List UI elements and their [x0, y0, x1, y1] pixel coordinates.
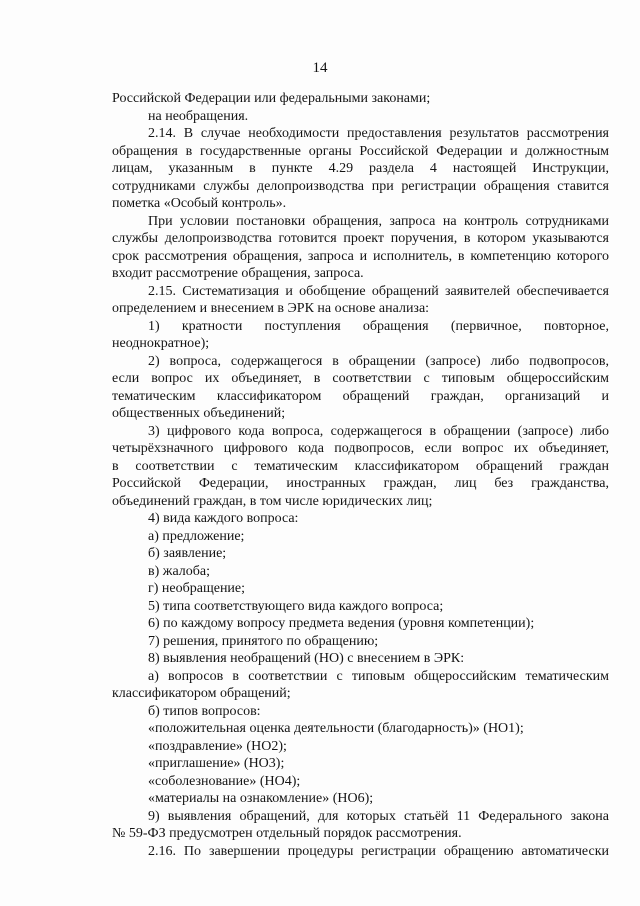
text-line: обращения в государственные органы Российской Федерации и должностным — [112, 143, 609, 159]
text-line: 1) кратности поступления обращения (первичное, повторное, — [148, 318, 609, 334]
text-line: Российской Федерации, иностранных граждан, лиц без гражданства, — [112, 476, 609, 491]
text-line: а) предложение; — [148, 528, 245, 544]
text-line: 4) вида каждого вопроса: — [148, 511, 299, 526]
text-line: № 59-ФЗ предусмотрен отдельный порядок рассмотрения. — [112, 826, 462, 841]
text-line: 6) по каждому вопросу предмета ведения (уровня компетенции); — [148, 616, 535, 631]
text-line: входит рассмотрение обращения, запроса. — [112, 266, 364, 281]
text-line: неоднократное); — [112, 336, 210, 351]
text-line: определением и внесением в ЭРК на основе анализа: — [112, 301, 430, 316]
text-line: «приглашение» (НО3); — [148, 756, 285, 771]
text-line: объединений граждан, в том числе юридических лиц; — [112, 493, 433, 509]
page-number: 14 — [312, 60, 328, 76]
text-line: в соответствии с тематическим классификатором обращений граждан — [112, 458, 609, 474]
text-line: «поздравление» (НО2); — [148, 738, 287, 754]
text-line: 2.15. Систематизация и обобщение обращений заявителей обеспечивается — [148, 283, 609, 299]
text-line: 7) решения, принятого по обращению; — [148, 633, 379, 649]
text-line: Российской Федерации или федеральными законами; — [112, 91, 431, 106]
text-line: срок рассмотрения обращения, запроса и исполнитель, в компетенцию которого — [112, 248, 609, 264]
text-line: «положительная оценка деятельности (благодарность)» (НО1); — [148, 721, 524, 736]
text-line: в) жалоба; — [148, 563, 210, 579]
text-line: пометка «Особый контроль». — [112, 196, 287, 211]
text-line: общественных объединений; — [112, 406, 286, 421]
text-line: При условии постановки обращения, запроса на контроль сотрудниками — [148, 213, 609, 229]
text-line: лицам, указанным в пункте 4.29 раздела 4 настоящей Инструкции, — [112, 161, 609, 176]
text-line: 3) цифрового кода вопроса, содержащегося в обращении (запросе) либо — [148, 423, 609, 439]
text-line: на необращения. — [148, 108, 249, 124]
text-line: 2) вопроса, содержащегося в обращении (запросе) либо подвопросов, — [148, 353, 609, 369]
text-line: г) необращение; — [148, 581, 246, 596]
text-line: «материалы на ознакомление» (НО6); — [148, 791, 374, 806]
text-line: б) типов вопросов: — [148, 703, 261, 719]
text-line: тематическим классификатором обращений граждан, организаций и — [112, 388, 609, 404]
text-line: 2.16. По завершении процедуры регистрации обращению автоматически — [148, 843, 609, 859]
text-line: б) заявление; — [148, 546, 227, 561]
text-line: сотрудниками службы делопроизводства при регистрации обращения ставится — [112, 178, 609, 194]
text-line: 2.14. В случае необходимости предоставления результатов рассмотрения — [148, 126, 609, 141]
text-line: если вопрос их объединяет, в соответствии с типовым общероссийским — [112, 371, 609, 386]
text-line: четырёхзначного цифрового кода подвопросов, если вопрос их объединяет, — [112, 441, 609, 456]
text-line: службы делопроизводства готовится проект поручения, в котором указываются — [112, 231, 609, 246]
text-line: а) вопросов в соответствии с типовым общероссийским тематическим — [148, 668, 609, 684]
text-line: 8) выявления необращений (НО) с внесением в ЭРК: — [148, 651, 465, 666]
text-line: «соболезнование» (НО4); — [148, 773, 301, 789]
text-line: классификатором обращений; — [112, 686, 291, 701]
body-text — [112, 90, 609, 860]
text-line: 5) типа соответствующего вида каждого вопроса; — [148, 598, 444, 614]
text-line: 9) выявления обращений, для которых статьёй 11 Федерального закона — [148, 808, 609, 824]
